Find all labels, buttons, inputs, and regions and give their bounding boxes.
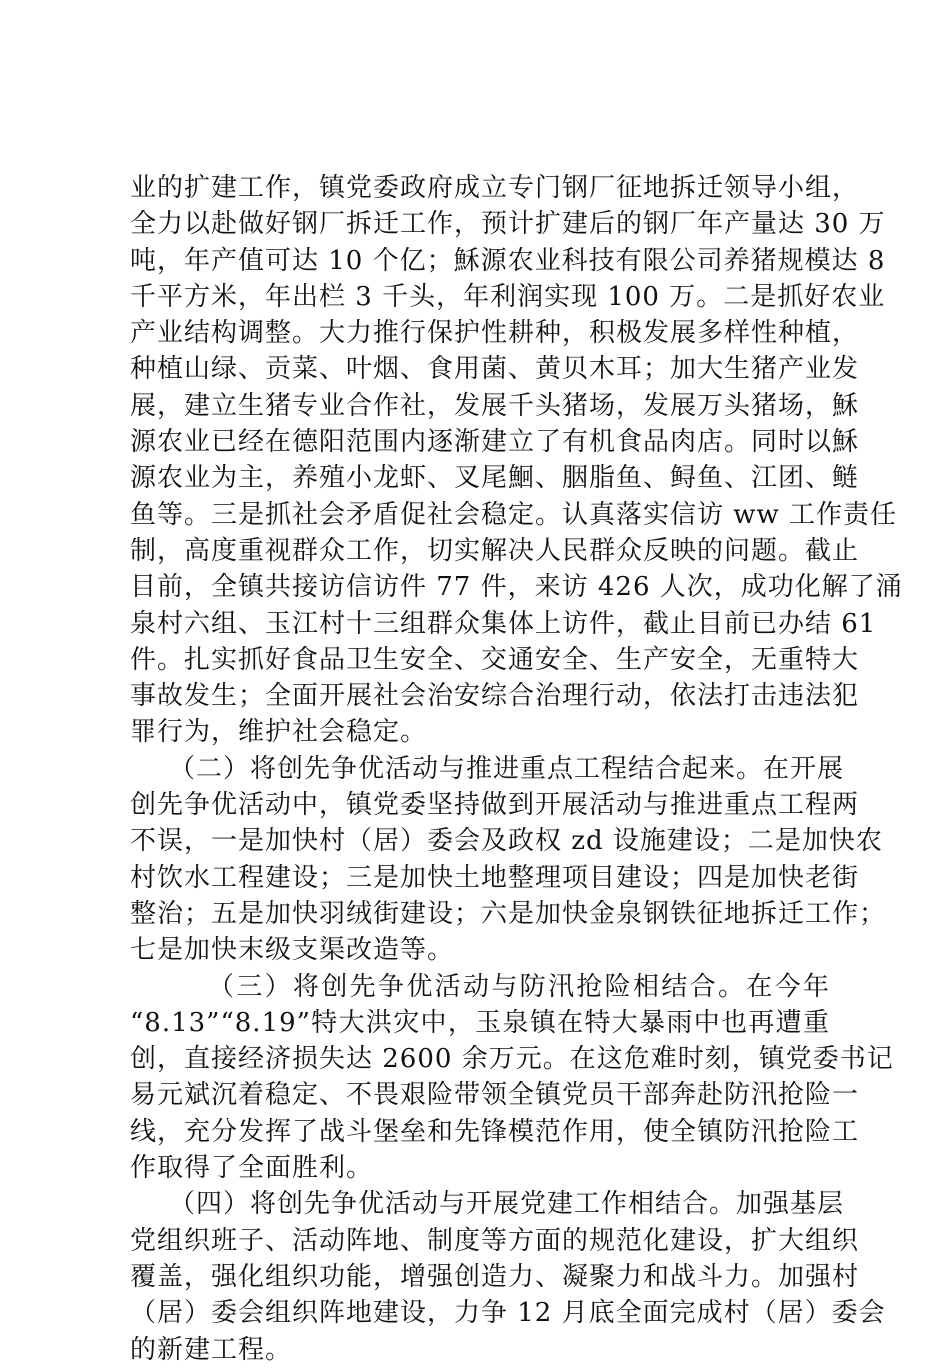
text-line: “8.13”“8.19”特大洪灾中，玉泉镇在特大暴雨中也再遭重: [130, 1007, 830, 1038]
text-line: 整治；五是加快羽绒街建设；六是加快金泉钢铁征地拆迁工作；: [130, 898, 887, 929]
text-line: 源农业已经在德阳范围内逐渐建立了有机食品肉店。同时以穌: [130, 427, 860, 458]
text-line: 件。扎实抓好食品卫生安全、交通安全、生产安全，无重特大: [130, 644, 860, 675]
text-line: 村饮水工程建设；三是加快土地整理项目建设；四是加快老街: [130, 862, 860, 893]
text-line: 覆盖，强化组织功能，增强创造力、凝聚力和战斗力。加强村: [130, 1261, 860, 1292]
text-line: 罪行为，维护社会稳定。: [130, 717, 428, 748]
text-line: 制，高度重视群众工作，切实解决人民群众反映的问题。截止: [130, 535, 860, 566]
paragraph-start-line: （二）将创先争优活动与推进重点工程结合起来。在开展: [169, 753, 845, 784]
text-line: 全力以赴做好钢厂拆迁工作，预计扩建后的钢厂年产量达 30 万: [130, 209, 886, 240]
text-line: 创先争优活动中，镇党委坚持做到开展活动与推进重点工程两: [130, 790, 860, 821]
text-line: 鱼等。三是抓社会矛盾促社会稳定。认真落实信访 ww 工作责任: [130, 499, 898, 530]
text-line: 事故发生；全面开展社会治安综合治理行动，依法打击违法犯: [130, 681, 860, 712]
text-line: 展，建立生猪专业合作社，发展千头猪场，发展万头猪场，穌: [130, 390, 860, 421]
text-line: （居）委会组织阵地建设，力争 12 月底全面完成村（居）委会: [130, 1298, 886, 1329]
text-line: 千平方米，年出栏 3 千头，年利润实现 100 万。二是抓好农业: [130, 281, 886, 312]
text-line: 的新建工程。: [130, 1334, 293, 1365]
text-line: 七是加快末级支渠改造等。: [130, 935, 455, 966]
text-line: 源农业为主，养殖小龙虾、叉尾鮰、胭脂鱼、鲟鱼、江团、鲢: [130, 463, 860, 494]
text-line: 党组织班子、活动阵地、制度等方面的规范化建设，扩大组织: [130, 1225, 860, 1256]
text-line: 业的扩建工作，镇党委政府成立专门钢厂征地拆迁领导小组，: [130, 173, 860, 203]
text-line: 种植山绿、贡菜、叶烟、食用菌、黄贝木耳；加大生猪产业发: [130, 354, 860, 385]
text-line: 创，直接经济损失达 2600 余万元。在这危难时刻，镇党委书记: [130, 1044, 894, 1075]
text-line: 作取得了全面胜利。: [130, 1153, 374, 1184]
document-body: [130, 170, 903, 1368]
paragraph-start-line: （四）将创先争优活动与开展党建工作相结合。加强基层: [169, 1189, 845, 1220]
paragraph-start-line: （三）将创先争优活动与防汛抢险相结合。在今年: [208, 971, 830, 1002]
text-line: 易元斌沉着稳定、不畏艰险带领全镇党员干部奔赴防汛抢险一: [130, 1080, 860, 1111]
text-line: 吨，年产值可达 10 个亿；穌源农业科技有限公司养猪规模达 8: [130, 245, 886, 276]
text-line: 目前，全镇共接访信访件 77 件，来访 426 人次，成功化解了涌: [130, 572, 903, 603]
text-line: 泉村六组、玉江村十三组群众集体上访件，截止目前已办结 61: [130, 608, 877, 639]
text-line: 不误，一是加快村（居）委会及政权 zd 设施建设；二是加快农: [130, 826, 883, 857]
text-line: 产业结构调整。大力推行保护性耕种，积极发展多样性种植，: [130, 318, 860, 349]
text-line: 线，充分发挥了战斗堡垒和先锋模范作用，使全镇防汛抢险工: [130, 1116, 860, 1147]
